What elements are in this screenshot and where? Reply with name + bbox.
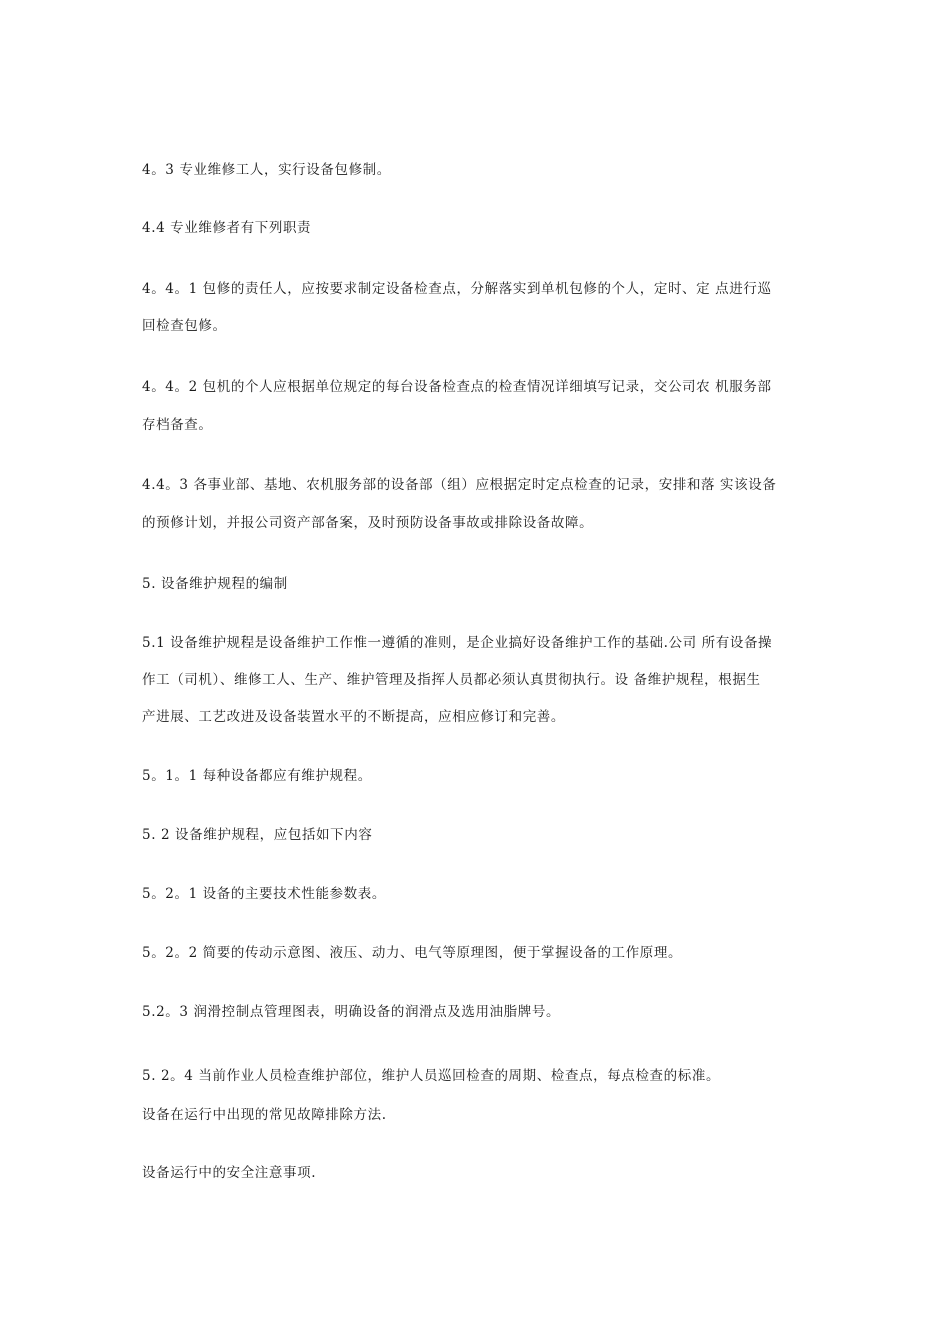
text-line: 设备运行中的安全注意事项. [142, 1165, 317, 1181]
text-line: 回检查包修。 [142, 318, 227, 334]
text-line: 5.2。3 润滑控制点管理图表，明确设备的润滑点及选用油脂牌号。 [142, 1004, 561, 1020]
text-line: 5。1。1 每种设备都应有维护规程。 [142, 768, 372, 784]
text-line: 作工（司机）、维修工人、生产、维护管理及指挥人员都必须认真贯彻执行。设 备维护规程，根据生 [142, 672, 761, 688]
text-line: 5。2。1 设备的主要技术性能参数表。 [142, 886, 386, 902]
text-line: 的预修计划，并报公司资产部备案，及时预防设备事故或排除设备故障。 [142, 515, 594, 531]
section-heading: 5. 设备维护规程的编制 [142, 576, 288, 592]
text-line: 产进展、工艺改进及设备装置水平的不断提高，应相应修订和完善。 [142, 709, 565, 725]
text-line: 存档备查。 [142, 417, 213, 433]
text-line: 4。3 专业维修工人，实行设备包修制。 [142, 162, 391, 178]
text-line: 5.1 设备维护规程是设备维护工作惟一遵循的准则，是企业搞好设备维护工作的基础.公司 所有设备操 [142, 635, 773, 651]
text-line: 5. 2 设备维护规程，应包括如下内容 [142, 827, 373, 843]
text-line: 4。4。1 包修的责任人，应按要求制定设备检查点，分解落实到单机包修的个人，定时、定 点进行巡 [142, 281, 772, 297]
text-line: 5. 2。4 当前作业人员检查维护部位，维护人员巡回检查的周期、检查点，每点检查的标准。 [142, 1068, 721, 1084]
text-line: 4.4。3 各事业部、基地、农机服务部的设备部（组）应根据定时定点检查的记录，安排和落 实该设备 [142, 477, 777, 493]
text-line: 4。4。2 包机的个人应根据单位规定的每台设备检查点的检查情况详细填写记录，交公司农 机服务部 [142, 379, 772, 395]
text-line: 5。2。2 简要的传动示意图、液压、动力、电气等原理图，便于掌握设备的工作原理。 [142, 945, 683, 961]
text-line: 设备在运行中出现的常见故障排除方法. [142, 1107, 387, 1123]
text-line: 4.4 专业维修者有下列职责 [142, 220, 312, 236]
